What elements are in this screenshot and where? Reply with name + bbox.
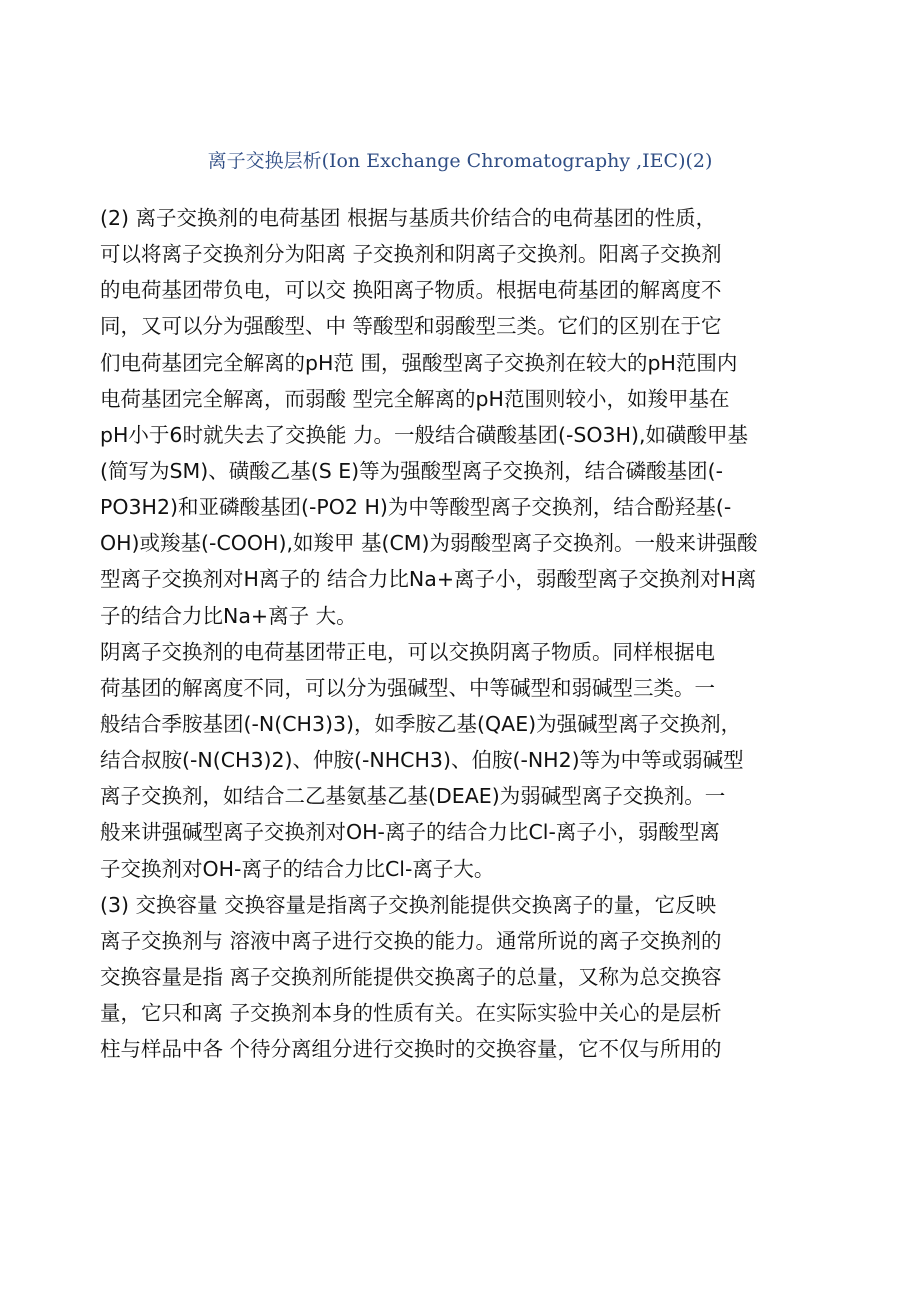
text-line: 可以将离子交换剂分为阳离 子交换剂和阴离子交换剂。阳离子交换剂	[100, 242, 722, 267]
text-line: OH)或羧基(-COOH),如羧甲 基(CM)为弱酸型离子交换剂。一般来讲强酸	[100, 531, 758, 556]
document-title: 离子交换层析(Ion Exchange Chromatography ,IEC)(2)	[207, 150, 713, 172]
document-body	[100, 200, 820, 1067]
text-line: 型离子交换剂对H离子的 结合力比Na+离子小，弱酸型离子交换剂对H离	[100, 567, 757, 592]
text-line: 子的结合力比Na+离子 大。	[100, 603, 357, 628]
text-line: 荷基团的解离度不同，可以分为强碱型、中等碱型和弱碱型三类。一	[100, 675, 715, 700]
text-line: 量，它只和离 子交换剂本身的性质有关。在实际实验中关心的是层析	[100, 1001, 722, 1026]
text-line: 们电荷基团完全解离的pH范 围，强酸型离子交换剂在较大的pH范围内	[100, 350, 738, 375]
text-line: (2) 离子交换剂的电荷基团 根据与基质共价结合的电荷基团的性质，	[100, 206, 717, 230]
text-line: (3) 交换容量 交换容量是指离子交换剂能提供交换离子的量，它反映	[100, 892, 717, 917]
text-line: 交换容量是指 离子交换剂所能提供交换离子的总量，又称为总交换容	[100, 964, 722, 989]
text-line: 般结合季胺基团(-N(CH3)3)，如季胺乙基(QAE)为强碱型离子交换剂，	[100, 711, 742, 736]
text-line: 离子交换剂与 溶液中离子进行交换的能力。通常所说的离子交换剂的	[100, 928, 722, 953]
text-line: 阴离子交换剂的电荷基团带正电，可以交换阴离子物质。同样根据电	[100, 639, 715, 664]
text-line: pH小于6时就失去了交换能 力。一般结合磺酸基团(-SO3H),如磺酸甲基	[100, 422, 749, 447]
text-line: 同，又可以分为强酸型、中 等酸型和弱酸型三类。它们的区别在于它	[100, 314, 722, 339]
text-line: 般来讲强碱型离子交换剂对OH-离子的结合力比Cl-离子小，弱酸型离	[100, 820, 720, 845]
text-line: 电荷基团完全解离，而弱酸 型完全解离的pH范围则较小，如羧甲基在	[100, 386, 730, 411]
text-line: 柱与样品中各 个待分离组分进行交换时的交换容量，它不仅与所用的	[100, 1037, 722, 1062]
text-line: (简写为SM)、磺酸乙基(S E)等为强酸型离子交换剂，结合磷酸基团(-	[100, 458, 724, 483]
text-line: 结合叔胺(-N(CH3)2)、仲胺(-NHCH3)、伯胺(-NH2)等为中等或弱碱型	[100, 748, 744, 773]
text-line: PO3H2)和亚磷酸基团(-PO2 H)为中等酸型离子交换剂，结合酚羟基(-	[100, 495, 732, 520]
text-line: 子交换剂对OH-离子的结合力比Cl-离子大。	[100, 856, 495, 881]
text-line: 离子交换剂，如结合二乙基氨基乙基(DEAE)为弱碱型离子交换剂。一	[100, 784, 726, 809]
text-line: 的电荷基团带负电，可以交 换阳离子物质。根据电荷基团的解离度不	[100, 278, 722, 303]
